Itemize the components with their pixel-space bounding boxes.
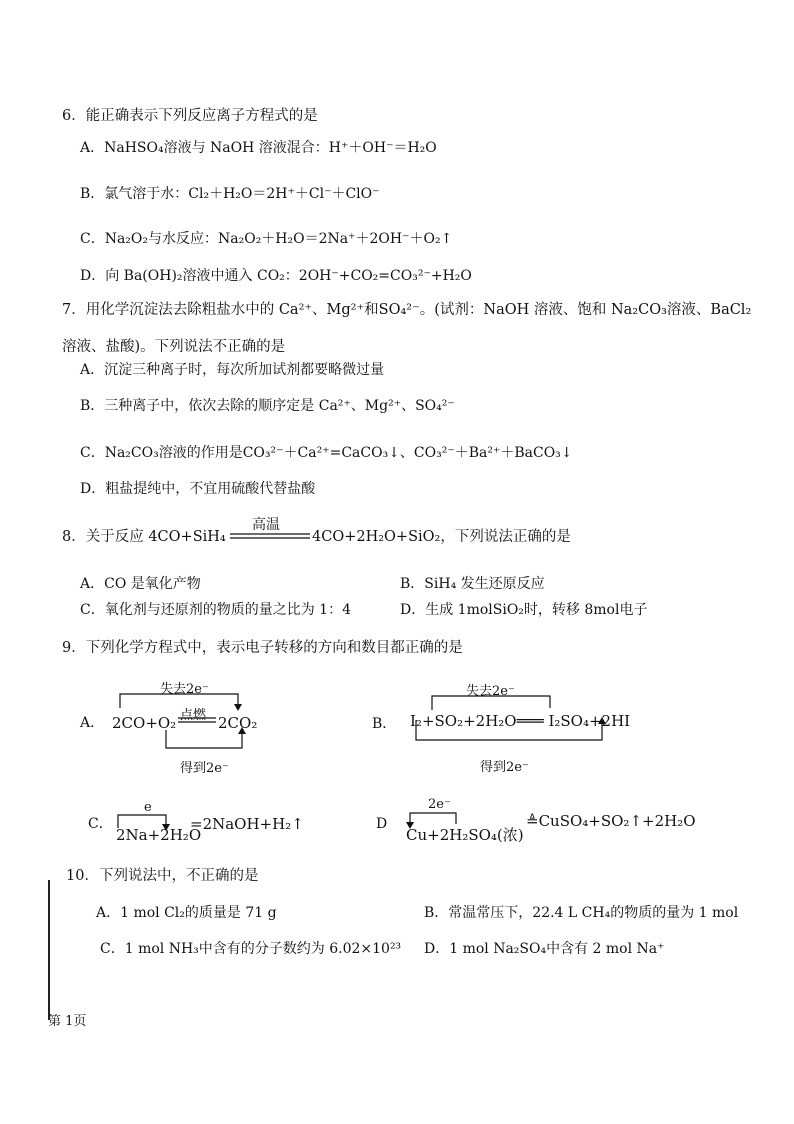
q10-option-b: B．常温常压下，22.4 L CH₄的物质的量为 1 mol bbox=[424, 905, 739, 921]
q9-option-a-letter: A． bbox=[80, 715, 105, 731]
q9-c-right-side: =2NaOH+H₂↑ bbox=[190, 815, 304, 833]
q9-stem: 9．下列化学方程式中，表示电子转移的方向和数目都正确的是 bbox=[62, 640, 463, 656]
page-footer: 第 1页 bbox=[48, 1014, 87, 1029]
q9-a-condition: 点燃 bbox=[180, 708, 207, 723]
q7-option-c: C．Na₂CO₃溶液的作用是CO₃²⁻＋Ca²⁺=CaCO₃↓、CO₃²⁻＋Ba²⁺＋BaCO₃↓ bbox=[80, 445, 573, 461]
q6-option-c: C．Na₂O₂与水反应：Na₂O₂＋H₂O＝2Na⁺＋2OH⁻＋O₂↑ bbox=[80, 231, 453, 247]
q9-a-lose-label: 失去2e⁻ bbox=[160, 682, 209, 697]
q8-option-d: D．生成 1molSiO₂时，转移 8mol电子 bbox=[400, 602, 648, 618]
q8-option-b: B．SiH₄ 发生还原反应 bbox=[400, 576, 545, 592]
q9-c-e-label: e bbox=[144, 800, 152, 815]
q9-c-left-side: 2Na+2H₂O bbox=[116, 826, 202, 844]
q9-option-b-letter: B． bbox=[372, 716, 397, 732]
q8-condition: 高温 bbox=[252, 517, 280, 533]
q6-option-a: A．NaHSO₄溶液与 NaOH 溶液混合：H⁺＋OH⁻＝H₂O bbox=[80, 140, 437, 156]
q10-option-c: C．1 mol NH₃中含有的分子数约为 6.02×10²³ bbox=[100, 941, 402, 957]
q6-stem: 6．能正确表示下列反应离子方程式的是 bbox=[62, 108, 318, 124]
q10-option-d: D．1 mol Na₂SO₄中含有 2 mol Na⁺ bbox=[424, 941, 665, 957]
q9-a-right-side: 2CO₂ bbox=[218, 714, 258, 732]
q8-equals-arrow bbox=[228, 532, 312, 540]
q9-a-gain-label: 得到2e⁻ bbox=[180, 761, 229, 776]
q6-option-b: B．氯气溶于水：Cl₂＋H₂O＝2H⁺＋Cl⁻＋ClO⁻ bbox=[80, 186, 380, 202]
q7-option-d: D．粗盐提纯中，不宜用硫酸代替盐酸 bbox=[80, 481, 316, 497]
q9-a-left-side: 2CO+O₂ bbox=[112, 714, 177, 732]
q8-stem-prefix: 8．关于反应 4CO+SiH₄ bbox=[62, 529, 226, 545]
margin-mark bbox=[48, 880, 50, 1020]
q10-stem: 10．下列说法中，不正确的是 bbox=[66, 868, 259, 884]
q9-d-e-label: 2e⁻ bbox=[428, 797, 451, 812]
q8-stem-suffix: 4CO+2H₂O+SiO₂，下列说法正确的是 bbox=[312, 529, 571, 545]
q9-b-lose-label: 失去2e⁻ bbox=[466, 684, 515, 699]
q7-option-b: B．三种离子中，依次去除的顺序定是 Ca²⁺、Mg²⁺、SO₄²⁻ bbox=[80, 398, 455, 414]
q6-option-d: D．向 Ba(OH)₂溶液中通入 CO₂：2OH⁻+CO₂=CO₃²⁻+H₂O bbox=[80, 268, 472, 284]
q9-b-gain-label: 得到2e⁻ bbox=[480, 760, 529, 775]
q8-option-a: A．CO 是氧化产物 bbox=[80, 576, 201, 592]
q9-d-right-side: ≜CuSO₄+SO₂↑+2H₂O bbox=[526, 812, 696, 830]
q9-d-left-side: Cu+2H₂SO₄(浓) bbox=[406, 826, 524, 844]
q9-option-d-letter: D bbox=[376, 816, 388, 832]
q7-stem-line2: 溶液、盐酸)。下列说法不正确的是 bbox=[62, 339, 286, 355]
q9-b-equation: I₂+SO₂+2H₂O═══ I₂SO₄+2HI bbox=[410, 712, 631, 730]
q9-option-c-letter: C． bbox=[88, 816, 113, 832]
q8-option-c: C．氧化剂与还原剂的物质的量之比为 1：4 bbox=[80, 602, 351, 618]
q7-option-a: A．沉淀三种离子时，每次所加试剂都要略微过量 bbox=[80, 362, 385, 378]
q7-stem-line1: 7．用化学沉淀法去除粗盐水中的 Ca²⁺、Mg²⁺和SO₄²⁻。(试剂：NaOH 溶液、饱和 Na₂CO₃溶液、BaCl₂ bbox=[62, 302, 752, 318]
q10-option-a: A．1 mol Cl₂的质量是 71 g bbox=[96, 905, 277, 921]
